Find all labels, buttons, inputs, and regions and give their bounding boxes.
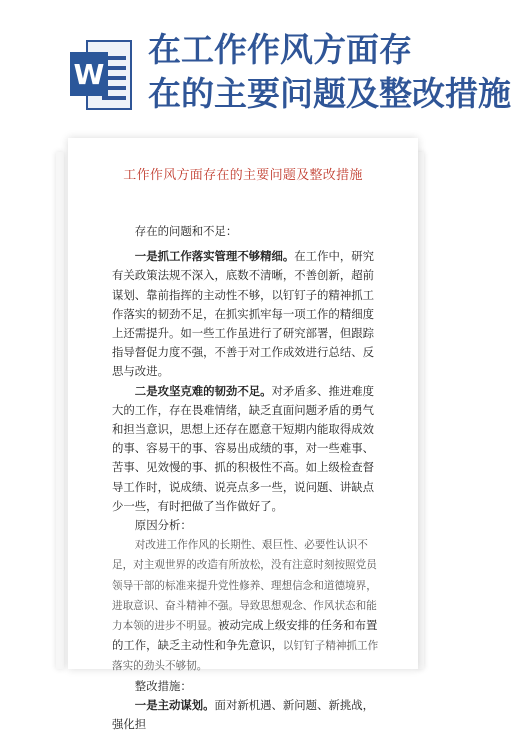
paragraph-1: [112, 247, 382, 381]
paragraph-2-text: 对矛盾多、推进难度大的工作，存在畏难情绪，缺乏直面问题矛盾的勇气和担当意识，思想上还存在愿意干短期内能取得成效的事、容易干的事、容易出成绩的事，对一些难事、苦事、见效慢的事、抓的积极性不高。如上级检查督导工作时，说成绩、说亮点多一些，说问题、讲缺点少一些，有时把做了当作做好了。: [112, 383, 375, 513]
measure-1: [112, 696, 382, 734]
intro-line: 存在的问题和不足：: [134, 224, 238, 238]
cause-paragraph: [112, 535, 382, 676]
word-badge: W: [70, 52, 108, 96]
document-body: [112, 222, 382, 734]
measure-1-heading: 一是主动谋划。: [134, 697, 215, 712]
document-page: [68, 138, 418, 732]
header-banner: [0, 0, 511, 140]
cause-text-serif-2: 以钉钉子精神抓工作落实的劲头不够韧。: [112, 640, 379, 673]
measures-heading: 整改措施：: [134, 678, 192, 693]
cause-text-sans: 被动完成上级安排的任务和布置的工作，缺乏主动性和争先意识，: [112, 618, 378, 653]
back-sheet: [56, 152, 64, 669]
paragraph-2-heading: 二是攻坚克难的韧劲不足。: [134, 383, 272, 398]
cause-text-serif: 对改进工作作风的长期性、艰巨性、必要性认识不足，对主观世界的改造有所放松，没有注意时刻按照党员领导干部的标准来提升党性修养、理想信念和道德境界，进取意识、奋斗精神不强。导致思想观念、作风状态和能力本领的进步不明显。: [112, 539, 377, 633]
cause-heading: 原因分析：: [134, 518, 192, 533]
document-preview: [56, 138, 424, 732]
banner-title-line1: 在工作作风方面存: [148, 30, 412, 69]
paragraph-1-heading: 一是抓工作落实管理不够精细。: [134, 249, 295, 264]
document-title: 工作作风方面存在的主要问题及整改措施: [123, 168, 363, 183]
banner-title: [148, 28, 511, 116]
banner-title-line2: 在的主要问题及整改措施: [148, 74, 511, 113]
measure-1-text: 面对新机遇、新问题、新挑战，强化担: [112, 697, 375, 732]
paragraph-1-text: 在工作中，研究有关政策法规不深入，底数不清晰，不善创新，超前谋划、靠前指挥的主动性不够，以钉钉子的精神抓工作落实的韧劲不足，在抓实抓牢每一项工作的精细度上还需提升。如一些工作虽进行了研究部署，但跟踪指导督促力度不强，不善于对工作成效进行总结、反思与改进。: [112, 249, 375, 379]
paragraph-2: [112, 382, 382, 516]
word-icon: [70, 40, 132, 110]
